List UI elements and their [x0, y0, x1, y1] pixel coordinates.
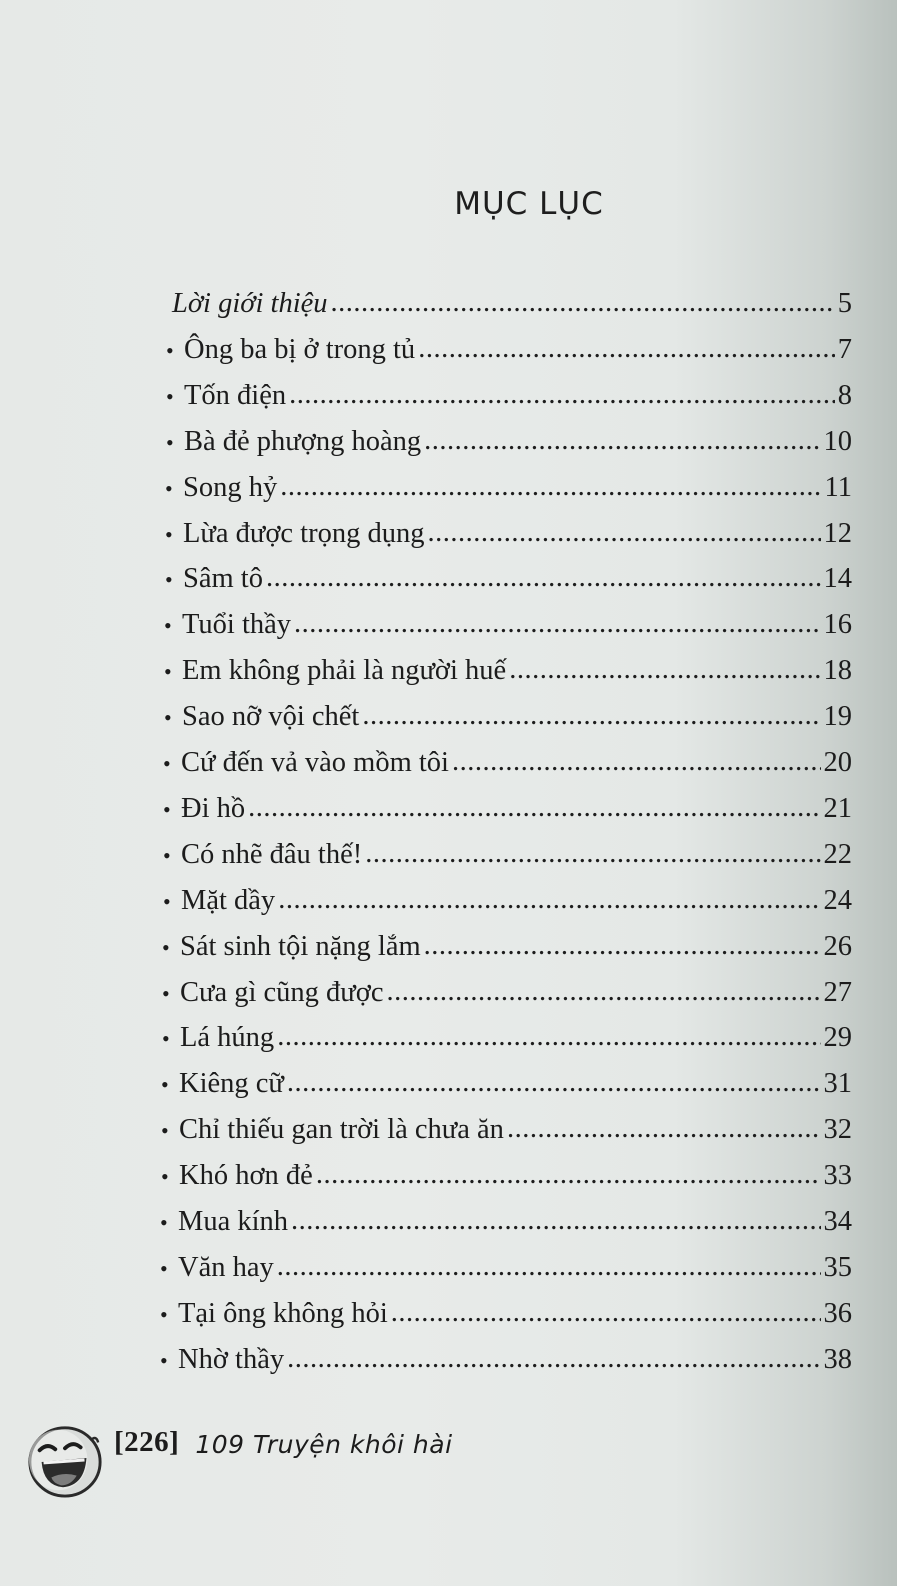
toc-entry — [161, 1064, 852, 1104]
toc-page-number: 24 — [823, 884, 852, 916]
toc-page-number: 38 — [823, 1343, 852, 1375]
toc-dot-leader — [287, 1063, 821, 1103]
toc-bullet: • — [162, 934, 170, 960]
toc-entry — [162, 1018, 852, 1058]
toc-page-number: 8 — [837, 379, 852, 411]
toc-page-number: 14 — [823, 563, 852, 595]
toc-entry — [160, 1340, 852, 1380]
toc-bullet: • — [166, 337, 174, 363]
toc-entry — [164, 605, 852, 645]
laughing-face-icon — [26, 1420, 104, 1500]
toc-entry — [166, 330, 852, 370]
toc-page-number: 34 — [823, 1206, 852, 1237]
page-number: [226] — [114, 1426, 180, 1458]
toc-page-number: 11 — [824, 471, 852, 503]
toc-entry-title: Đi hồ — [181, 792, 246, 824]
toc-entry-title: Kiêng cữ — [179, 1068, 284, 1100]
toc-entry-title: Nhờ thầy — [178, 1343, 285, 1375]
toc-page-number: 26 — [823, 930, 852, 962]
toc-entry — [160, 1294, 852, 1334]
toc-dot-leader — [280, 467, 821, 507]
toc-bullet: • — [160, 1255, 168, 1281]
toc-entry-title: Sâm tô — [183, 563, 263, 595]
toc-entry-intro — [172, 284, 852, 324]
toc-bullet: • — [161, 1072, 169, 1098]
toc-dot-leader — [248, 788, 820, 828]
toc-entry-title: Song hỷ — [183, 471, 278, 503]
toc-dot-leader — [316, 1155, 821, 1195]
toc-entry — [160, 1248, 852, 1288]
toc-bullet: • — [162, 980, 170, 1006]
toc-bullet: • — [162, 1026, 170, 1052]
toc-bullet: • — [160, 1347, 168, 1373]
toc-bullet: • — [163, 796, 171, 822]
toc-entry — [165, 514, 852, 554]
toc-page-number: 32 — [823, 1114, 852, 1146]
toc-page-number: 29 — [823, 1022, 852, 1054]
toc-page-number: 36 — [823, 1297, 852, 1329]
toc-page-number: 7 — [837, 333, 852, 365]
toc-bullet: • — [165, 521, 173, 547]
toc-entry — [166, 376, 852, 416]
toc-dot-leader — [362, 696, 820, 736]
toc-entry — [161, 1110, 852, 1150]
toc-entry — [165, 559, 852, 599]
toc-dot-leader — [287, 1339, 820, 1379]
toc-bullet: • — [164, 659, 172, 685]
toc-dot-leader — [294, 604, 820, 644]
toc-dot-leader — [386, 972, 820, 1012]
toc-entry-title: Khó hơn đẻ — [179, 1160, 313, 1192]
toc-entry-title: Văn hay — [178, 1251, 274, 1283]
toc-entry — [160, 1202, 852, 1242]
toc-entry — [161, 1156, 852, 1196]
toc-entry-title: Cưa gì cũng được — [180, 976, 384, 1008]
toc-page-number: 21 — [823, 792, 852, 824]
toc-entry-title: Tuổi thầy — [182, 609, 292, 641]
toc-entry-title: Chỉ thiếu gan trời là chưa ăn — [179, 1114, 504, 1146]
page-footer — [26, 1420, 453, 1510]
toc-bullet: • — [163, 842, 171, 868]
toc-bullet: • — [166, 383, 174, 409]
page-title: MỤC LỤC — [454, 186, 604, 222]
toc-entry-title: Mua kính — [178, 1206, 289, 1237]
toc-bullet: • — [160, 1210, 168, 1235]
toc-entry — [163, 743, 852, 783]
toc-entry-title: Có nhẽ đâu thế! — [181, 838, 363, 870]
toc-dot-leader — [289, 375, 835, 415]
toc-page-number: 33 — [823, 1160, 852, 1192]
toc-dot-leader — [365, 834, 820, 874]
toc-dot-leader — [509, 650, 820, 690]
toc-dot-leader — [427, 513, 820, 553]
toc-dot-leader — [277, 1017, 820, 1057]
toc-entry — [166, 422, 852, 462]
toc-page-number: 10 — [823, 425, 852, 457]
toc-dot-leader — [507, 1109, 821, 1149]
toc-entry-title: Tốn điện — [184, 379, 287, 411]
toc-dot-leader — [391, 1293, 821, 1333]
toc-entry — [164, 697, 852, 737]
toc-bullet: • — [161, 1164, 169, 1190]
toc-entry — [162, 973, 852, 1013]
toc-page-number: 31 — [823, 1068, 852, 1100]
running-book-title: 109 Truyện khôi hài — [195, 1430, 453, 1459]
toc-dot-leader — [291, 1201, 820, 1241]
toc-entry — [165, 468, 852, 508]
toc-bullet: • — [164, 705, 172, 731]
toc-entry-title: Em không phải là người huế — [182, 655, 507, 687]
toc-bullet: • — [164, 613, 172, 639]
toc-page-number: 5 — [837, 288, 852, 319]
toc-page-number: 27 — [823, 976, 852, 1008]
toc-entry — [162, 927, 852, 967]
toc-page-number: 18 — [823, 655, 852, 687]
toc-page-number: 19 — [823, 701, 852, 733]
toc-dot-leader — [277, 1247, 821, 1287]
toc-entry-title: Ông ba bị ở trong tủ — [184, 333, 416, 365]
toc-entry — [163, 835, 852, 875]
toc-bullet: • — [163, 751, 171, 776]
toc-entry — [164, 651, 852, 691]
toc-entry-title: Cứ đến vả vào mồm tôi — [181, 747, 449, 778]
toc-page-number: 22 — [823, 838, 852, 870]
toc-bullet: • — [161, 1118, 169, 1144]
toc-entry — [163, 789, 852, 829]
toc-dot-leader — [278, 880, 820, 920]
toc-bullet: • — [165, 475, 173, 501]
toc-entry-title: Bà đẻ phượng hoàng — [184, 425, 422, 457]
toc-dot-leader — [331, 283, 835, 323]
toc-dot-leader — [424, 926, 821, 966]
toc-bullet: • — [165, 567, 173, 593]
toc-page-number: 12 — [823, 517, 852, 549]
toc-page-number: 35 — [823, 1251, 852, 1283]
toc-bullet: • — [160, 1301, 168, 1327]
toc-bullet: • — [163, 888, 171, 914]
toc-page-number: 20 — [823, 747, 852, 778]
toc-entry — [163, 881, 852, 921]
toc-dot-leader — [266, 558, 821, 598]
toc-bullet: • — [166, 429, 174, 455]
toc-page-number: 16 — [823, 609, 852, 641]
toc-entry-title: Lừa được trọng dụng — [183, 517, 425, 549]
toc-entry-title: Sao nỡ vội chết — [182, 701, 360, 733]
toc-dot-leader — [424, 421, 820, 461]
toc-entry-title: Mặt dầy — [181, 884, 276, 916]
toc-dot-leader — [418, 329, 835, 369]
toc-entry-title: Lá húng — [180, 1022, 275, 1054]
toc-entry-title: Lời giới thiệu — [172, 288, 328, 319]
toc-dot-leader — [452, 742, 821, 782]
toc-entry-title: Sát sinh tội nặng lắm — [180, 930, 421, 962]
toc-entry-title: Tại ông không hỏi — [178, 1297, 388, 1329]
